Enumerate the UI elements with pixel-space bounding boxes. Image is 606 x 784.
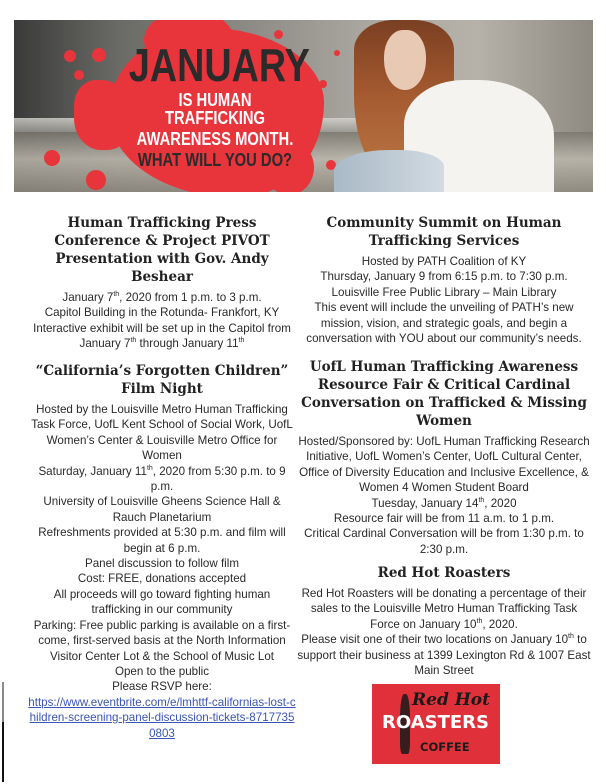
splatter-dot — [74, 70, 84, 80]
ordinal-suffix: th — [238, 337, 245, 345]
event-open: Open to the public — [114, 664, 210, 678]
date-rest: , 2020 from 1 p.m. to 3 p.m. — [119, 291, 262, 304]
event-resource-fair — [296, 358, 592, 557]
jeans-shape — [334, 150, 444, 192]
ordinal-suffix: th — [476, 617, 483, 625]
banner-line-2: IS HUMAN TRAFFICKING — [164, 90, 266, 128]
event-location: University of Louisville Gheens Science Hall & Rauch Planetarium — [43, 495, 281, 524]
ordinal-suffix: th — [568, 633, 574, 641]
event-hosts: Hosted/Sponsored by: UofL Human Trafficking Research Initiative, UofL Women’s Center, UofL Cultural Center, Office of Diversity Education and Inclusive Excellence, & Women 4 Women Student Board — [298, 435, 590, 495]
splatter-dot — [319, 80, 327, 88]
hero-banner — [14, 20, 593, 192]
event-date — [28, 290, 296, 305]
event-details — [28, 290, 296, 352]
ordinal-suffix: th — [146, 464, 153, 472]
event-refreshments: Refreshments provided at 5:30 p.m. and film will begin at 6 p.m. — [38, 526, 286, 555]
ordinal-suffix: th — [113, 291, 120, 299]
desc-text: Red Hot Roasters will be donating a percentage of their sales to the Louisville Metro Human Trafficking Task Force on January 10 — [301, 587, 587, 631]
event-conversation-time: Critical Cardinal Conversation will be from 1:30 p.m. to 2:30 p.m. — [304, 527, 584, 556]
face-shape — [384, 30, 426, 90]
splatter-dot — [86, 170, 106, 190]
splatter-dot — [44, 150, 60, 166]
event-details — [296, 254, 592, 346]
event-details — [296, 434, 592, 557]
event-title: UofL Human Trafficking Awareness Resource Fair & Critical Cardinal Conversation on Trafficked & Missing Women — [301, 359, 587, 429]
event-date: Thursday, January 9 from 6:15 p.m. to 7:30 p.m. — [320, 270, 568, 284]
rsvp-link-wrap — [28, 695, 296, 741]
event-date — [296, 496, 592, 511]
event-press-conference — [28, 214, 296, 352]
event-title: Community Summit on Human Trafficking Services — [326, 215, 562, 249]
visit-end: to support their business at 1399 Lexington Rd & 1007 East Main Street — [297, 633, 591, 678]
splatter-dot — [92, 48, 106, 62]
date-text: Saturday, January 11 — [38, 464, 147, 478]
banner-line-3: AWARENESS MONTH. — [136, 129, 294, 149]
logo-coffee: COFFEE — [420, 740, 470, 754]
event-community-summit — [296, 214, 592, 346]
event-hosts: Hosted by PATH Coalition of KY — [361, 255, 527, 268]
event-location: Louisville Free Public Library – Main Library — [331, 285, 557, 299]
visit-text: Please visit one of their two locations on January 10 — [301, 633, 569, 647]
event-parking: Parking: Free public parking is available on a first-come, first-served basis at the North Information Visitor Center Lot & the School of Music Lot — [33, 618, 291, 663]
event-details — [296, 586, 592, 678]
event-title: Human Trafficking Press Conference & Project PIVOT Presentation with Gov. Andy Beshear — [54, 215, 270, 285]
exhibit-text: Interactive exhibit will be set up in the Capitol from — [33, 321, 291, 335]
event-hosts: Hosted by the Louisville Metro Human Trafficking Task Force, UofL Kent School of Social Work, UofL Women’s Center & Louisville Metro Office for Women — [31, 403, 293, 463]
desc-end: , 2020. — [482, 617, 518, 631]
event-description: This event will include the unveiling of PATH’s new mission, vision, and strategic goals, and begin a conversation with YOU about our community’s needs. — [306, 301, 582, 346]
splatter-dot — [274, 30, 283, 39]
date-text: January 7 — [62, 291, 114, 304]
event-fair-time: Resource fair will be from 11 a.m. to 1 p.m. — [333, 512, 555, 526]
date-text: Tuesday, January 14 — [371, 496, 479, 510]
logo-roasters: ROASTERS — [382, 712, 489, 733]
event-panel: Panel discussion to follow film — [84, 557, 239, 571]
date-rest: , 2020 — [484, 496, 517, 510]
logo-red-hot: Red Hot — [412, 690, 491, 710]
event-date — [28, 464, 296, 495]
event-cost: Cost: FREE, donations accepted — [77, 572, 247, 586]
event-rsvp-label: Please RSVP here: — [112, 680, 212, 694]
banner-photo-girl — [334, 20, 564, 192]
red-hot-roasters-logo — [372, 684, 500, 764]
event-details — [28, 402, 296, 741]
banner-month: JANUARY — [128, 39, 310, 91]
ordinal-suffix: th — [130, 337, 137, 345]
exhibit-date-start: January 7 — [79, 337, 131, 351]
event-visit — [296, 632, 592, 678]
event-title: “California’s Forgotten Children” Film Night — [35, 363, 289, 397]
exhibit-date-end: through January 11 — [136, 337, 239, 351]
scan-edge-line — [2, 682, 4, 782]
event-title: Red Hot Roasters — [377, 565, 511, 581]
banner-line-4: WHAT WILL YOU DO? — [137, 150, 293, 170]
date-rest: , 2020 from 5:30 p.m. to 9 p.m. — [150, 464, 286, 494]
event-description — [296, 586, 592, 632]
event-film-night — [28, 362, 296, 741]
event-exhibit — [28, 321, 296, 352]
splatter-dot — [64, 50, 76, 62]
rsvp-link[interactable]: https://www.eventbrite.com/e/lmhttf-californias-lost-children-screening-panel-discussion-tickets-87177350803 — [28, 695, 296, 740]
ordinal-suffix: th — [478, 496, 485, 504]
event-proceeds: All proceeds will go toward fighting human trafficking in our community — [53, 587, 271, 617]
event-location: Capitol Building in the Rotunda- Frankfort, KY — [44, 306, 280, 320]
banner-headline — [110, 39, 320, 170]
event-red-hot-roasters — [296, 564, 592, 678]
